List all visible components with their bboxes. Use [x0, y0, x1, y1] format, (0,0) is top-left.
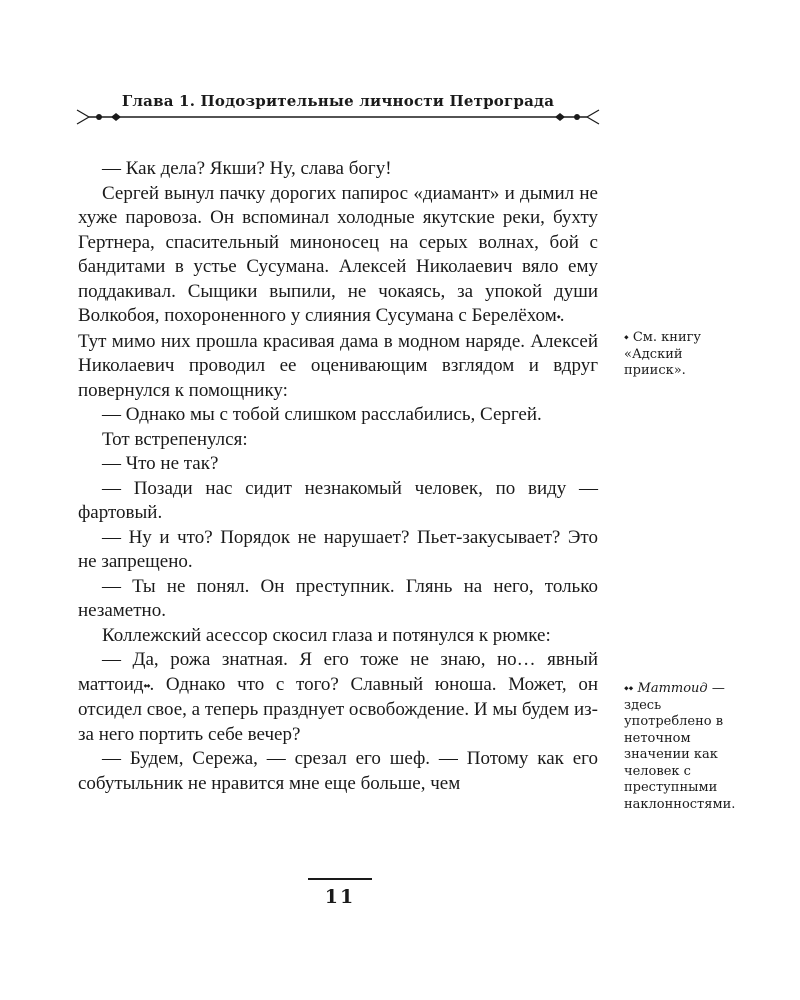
- footnote-marker-2: ⬩⬩: [143, 679, 150, 692]
- paragraph: — Да, рожа знатная. Я его тоже не знаю, но… явный маттоид⬩⬩. Однако что с того? Славный юноша. Может, он отсидел свое, а теперь празднует освобождение. И мы будем из-за него портить себе вечер?: [78, 649, 598, 745]
- paragraph: Коллежский асессор скосил глаза и потянулся к рюмке:: [102, 624, 551, 646]
- paragraph: — Однако мы с тобой слишком расслабились, Сергей.: [102, 404, 542, 425]
- header-ornamental-rule: [75, 108, 601, 126]
- footnote-marker-1: ⬩: [556, 311, 560, 323]
- folio-rule: [308, 878, 372, 880]
- paragraph: — Как дела? Якши? Ну, слава богу!: [102, 158, 392, 179]
- paragraph: — Что не так?: [102, 453, 219, 474]
- page-number: 11: [324, 886, 356, 908]
- chapter-running-head: Глава 1. Подозрительные личности Петрограда: [121, 92, 555, 110]
- paragraph-text: Сергей вынул пачку дорогих папирос «диамант» и дымил не хуже паровоза. Он вспоминал холодные якутские реки, бухту Гертнера, спасительный миноносец на серых волнах, бой с бандитами в устье Сусумана. Алексей Николаевич вяло ему поддакивал. Сыщики выпили, не чокаясь, за упокой души Волкобоя, похороненного у слияния Сусумана с Берелёхом: [78, 182, 598, 326]
- paragraph: Сергей вынул пачку дорогих папирос «диамант» и дымил не хуже паровоза. Он вспоминал холодные якутские реки, бухту Гертнера, спасительный миноносец на серых волнах, бой с бандитами в устье Сусумана. Алексей Николаевич вяло ему поддакивал. Сыщики выпили, не чокаясь, за упокой души Волкобоя, похороненного у слияния Сусумана с Берелёхом⬩.: [78, 182, 598, 326]
- paragraph: — Будем, Сережа, — срезал его шеф. — Потому как его собутыльник не нравится мне еще больше, чем: [78, 748, 598, 794]
- sidenote-2-term: Маттоид: [637, 681, 708, 696]
- sidenote-2-text: — здесь употреблено в неточном значении как человек с преступными наклонностями.: [624, 681, 736, 812]
- paragraph: Тут мимо них прошла красивая дама в модном наряде. Алексей Николаевич проводил ее оценивающим взглядом и вдруг повернулся к помощнику:: [78, 330, 598, 401]
- main-text: [78, 157, 598, 796]
- sidenote-2: [624, 681, 744, 813]
- paragraph: Тот встрепенулся:: [102, 428, 248, 450]
- sidenote-1: [624, 330, 744, 380]
- sidenote-2-marker: ⬩⬩: [624, 681, 634, 696]
- sidenote-1-marker: ⬩: [624, 330, 629, 345]
- paragraph: — Позади нас сидит незнакомый человек, по виду — фартовый.: [78, 477, 598, 523]
- sidenote-1-text: См. книгу «Адский прииск».: [624, 330, 702, 378]
- paragraph-text: Однако что с того? Славный юноша. Может, он отсидел свое, а теперь празднует освобождение. И мы будем из-за него портить себе вечер?: [78, 673, 598, 745]
- paragraph: — Ты не понял. Он преступник. Глянь на него, только незаметно.: [78, 575, 598, 621]
- paragraph: — Ну и что? Порядок не нарушает? Пьет-закусывает? Это не запрещено.: [78, 526, 598, 572]
- paragraph-text: — Да, рожа знатная. Я его тоже не знаю, но… явный маттоид: [78, 649, 598, 695]
